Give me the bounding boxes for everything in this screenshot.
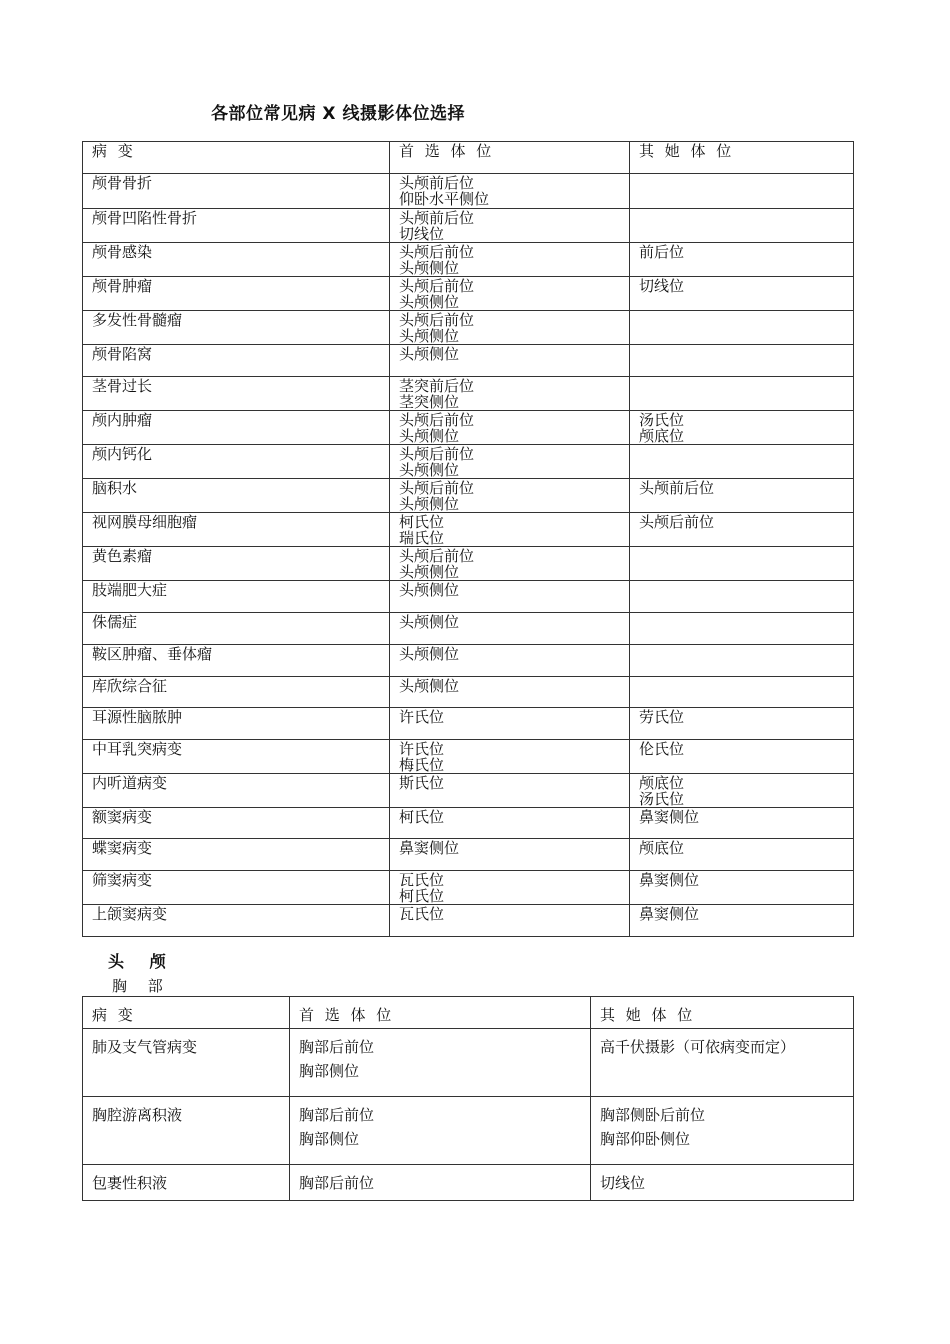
position-text: 胸部后前位: [299, 1038, 375, 1056]
table-row: [83, 445, 854, 479]
table-row: [83, 411, 854, 445]
position-text: 鼻窦侧位: [639, 905, 700, 923]
position-text: 胸部后前位: [299, 1106, 375, 1124]
primary-position-cell: [390, 708, 630, 740]
page-title: 各部位常见病 X 线摄影体位选择: [211, 104, 465, 124]
primary-position-cell: [390, 677, 630, 708]
position-text: 头颅后前位: [399, 547, 475, 565]
position-text: 头颅侧位: [399, 327, 460, 345]
position-text: 茎突侧位: [399, 393, 460, 411]
position-text: 头颅侧位: [399, 259, 460, 277]
lesion-cell: 脑积水: [83, 479, 390, 513]
primary-position-cell: [390, 311, 630, 345]
position-text: 头颅后前位: [399, 411, 475, 429]
table-row: [83, 839, 854, 871]
lesion-cell: 颅骨骨折: [83, 174, 390, 209]
table-row: [83, 277, 854, 311]
lesion-cell: 茎骨过长: [83, 377, 390, 411]
position-text: 许氏位: [399, 708, 445, 726]
position-text: 头颅侧位: [399, 677, 460, 695]
position-text: 前后位: [639, 243, 685, 261]
position-text: 胸部侧卧后前位: [600, 1106, 706, 1124]
table-row: [83, 613, 854, 645]
table-row: [83, 645, 854, 677]
column-header: 病 变: [83, 997, 290, 1029]
column-header: 其 她 体 位: [591, 997, 854, 1029]
position-text: 头颅后前位: [399, 445, 475, 463]
lesion-cell: 库欣综合征: [83, 677, 390, 708]
table-header-row: [83, 142, 854, 174]
lesion-cell: 颅内肿瘤: [83, 411, 390, 445]
other-position-cell: [630, 774, 854, 808]
other-position-cell: [630, 209, 854, 243]
position-text: 伦氏位: [639, 740, 685, 758]
primary-position-cell: [390, 277, 630, 311]
position-text: 胸部仰卧侧位: [600, 1130, 691, 1148]
other-position-cell: [630, 740, 854, 774]
primary-position-cell: [390, 871, 630, 905]
primary-position-cell: [390, 808, 630, 839]
position-text: 柯氏位: [399, 808, 445, 826]
other-position-cell: [630, 905, 854, 937]
position-text: 鼻窦侧位: [639, 871, 700, 889]
primary-position-cell: [390, 445, 630, 479]
position-text: 瓦氏位: [399, 871, 445, 889]
primary-position-cell: [390, 774, 630, 808]
other-position-cell: [630, 345, 854, 377]
other-position-cell: [630, 445, 854, 479]
other-position-cell: [591, 1165, 854, 1201]
lesion-cell: 颅骨凹陷性骨折: [83, 209, 390, 243]
table-row: [83, 243, 854, 277]
primary-position-cell: [390, 581, 630, 613]
lesion-cell: 肺及支气管病变: [83, 1029, 290, 1097]
position-text: 柯氏位: [399, 513, 445, 531]
position-text: 梅氏位: [399, 756, 445, 774]
lesion-cell: 侏儒症: [83, 613, 390, 645]
lesion-cell: 耳源性脑脓肿: [83, 708, 390, 740]
other-position-cell: [630, 581, 854, 613]
other-position-cell: [630, 377, 854, 411]
section-label-chest: 胸 部: [112, 977, 171, 995]
position-text: 胸部侧位: [299, 1130, 360, 1148]
table-row: [83, 209, 854, 243]
table-row: [83, 774, 854, 808]
other-position-cell: [630, 411, 854, 445]
lesion-cell: 颅骨感染: [83, 243, 390, 277]
table-row: [83, 345, 854, 377]
position-text: 切线位: [600, 1174, 646, 1192]
table-header-row: [83, 997, 854, 1029]
table-row: [83, 905, 854, 937]
table-row: [83, 1165, 854, 1201]
lesion-cell: 肢端肥大症: [83, 581, 390, 613]
other-position-cell: [630, 174, 854, 209]
table-row: [83, 547, 854, 581]
primary-position-cell: [390, 345, 630, 377]
lesion-cell: 颅内钙化: [83, 445, 390, 479]
position-text: 头颅前后位: [399, 174, 475, 192]
other-position-cell: [630, 513, 854, 547]
position-text: 头颅侧位: [399, 581, 460, 599]
lesion-cell: 包裹性积液: [83, 1165, 290, 1201]
other-position-cell: [630, 645, 854, 677]
position-text: 斯氏位: [399, 774, 445, 792]
position-text: 茎突前后位: [399, 377, 475, 395]
table-row: [83, 677, 854, 708]
column-header: 病 变: [83, 142, 390, 174]
lesion-cell: 黄色素瘤: [83, 547, 390, 581]
primary-position-cell: [390, 174, 630, 209]
position-text: 头颅侧位: [399, 345, 460, 363]
position-text: 切线位: [639, 277, 685, 295]
lesion-cell: 多发性骨髓瘤: [83, 311, 390, 345]
position-text: 胸部后前位: [299, 1174, 375, 1192]
other-position-cell: [630, 708, 854, 740]
table-row: [83, 1029, 854, 1097]
lesion-cell: 中耳乳突病变: [83, 740, 390, 774]
other-position-cell: [630, 808, 854, 839]
position-text: 头颅前后位: [399, 209, 475, 227]
primary-position-cell: [390, 243, 630, 277]
primary-position-cell: [390, 479, 630, 513]
other-position-cell: [591, 1097, 854, 1165]
position-text: 切线位: [399, 225, 445, 243]
position-text: 头颅后前位: [399, 311, 475, 329]
lesion-cell: 胸腔游离积液: [83, 1097, 290, 1165]
column-header: 首 选 体 位: [390, 142, 630, 174]
lesion-cell: 额窦病变: [83, 808, 390, 839]
position-text: 鼻窦侧位: [399, 839, 460, 857]
lesion-cell: 内听道病变: [83, 774, 390, 808]
primary-position-cell: [290, 1097, 591, 1165]
table-row: [83, 174, 854, 209]
primary-position-cell: [290, 1165, 591, 1201]
position-text: 头颅侧位: [399, 461, 460, 479]
position-text: 瓦氏位: [399, 905, 445, 923]
position-text: 头颅侧位: [399, 495, 460, 513]
table-row: [83, 513, 854, 547]
chest-positioning-table: [82, 996, 854, 1201]
other-position-cell: [630, 613, 854, 645]
lesion-cell: 鞍区肿瘤、垂体瘤: [83, 645, 390, 677]
position-text: 头颅侧位: [399, 293, 460, 311]
primary-position-cell: [390, 645, 630, 677]
other-position-cell: [630, 839, 854, 871]
table-row: [83, 1097, 854, 1165]
position-text: 头颅侧位: [399, 427, 460, 445]
position-text: 胸部侧位: [299, 1062, 360, 1080]
other-position-cell: [630, 677, 854, 708]
primary-position-cell: [390, 905, 630, 937]
position-text: 高千伏摄影（可依病变而定）: [600, 1038, 796, 1056]
position-text: 头颅前后位: [639, 479, 715, 497]
lesion-cell: 筛窦病变: [83, 871, 390, 905]
other-position-cell: [630, 311, 854, 345]
head-positioning-table: [82, 141, 854, 937]
position-text: 汤氏位: [639, 411, 685, 429]
primary-position-cell: [390, 613, 630, 645]
position-text: 颅底位: [639, 839, 685, 857]
table-row: [83, 311, 854, 345]
other-position-cell: [630, 243, 854, 277]
position-text: 头颅后前位: [639, 513, 715, 531]
position-text: 头颅后前位: [399, 277, 475, 295]
lesion-cell: 视网膜母细胞瘤: [83, 513, 390, 547]
table-row: [83, 377, 854, 411]
position-text: 头颅侧位: [399, 563, 460, 581]
other-position-cell: [591, 1029, 854, 1097]
other-position-cell: [630, 871, 854, 905]
lesion-cell: 颅骨陷窝: [83, 345, 390, 377]
table-row: [83, 808, 854, 839]
position-text: 汤氏位: [639, 790, 685, 808]
table-row: [83, 871, 854, 905]
primary-position-cell: [390, 209, 630, 243]
position-text: 柯氏位: [399, 887, 445, 905]
lesion-cell: 蝶窦病变: [83, 839, 390, 871]
position-text: 颅底位: [639, 774, 685, 792]
position-text: 许氏位: [399, 740, 445, 758]
lesion-cell: 上颌窦病变: [83, 905, 390, 937]
position-text: 头颅后前位: [399, 479, 475, 497]
table-row: [83, 479, 854, 513]
column-header: 其 她 体 位: [630, 142, 854, 174]
position-text: 头颅后前位: [399, 243, 475, 261]
primary-position-cell: [390, 377, 630, 411]
section-label-head: 头 颅: [108, 952, 176, 971]
primary-position-cell: [390, 411, 630, 445]
other-position-cell: [630, 547, 854, 581]
position-text: 鼻窦侧位: [639, 808, 700, 826]
lesion-cell: 颅骨肿瘤: [83, 277, 390, 311]
table-row: [83, 740, 854, 774]
column-header: 首 选 体 位: [290, 997, 591, 1029]
position-text: 仰卧水平侧位: [399, 190, 490, 208]
primary-position-cell: [290, 1029, 591, 1097]
primary-position-cell: [390, 547, 630, 581]
position-text: 劳氏位: [639, 708, 685, 726]
position-text: 瑞氏位: [399, 529, 445, 547]
primary-position-cell: [390, 513, 630, 547]
table-row: [83, 581, 854, 613]
position-text: 头颅侧位: [399, 645, 460, 663]
primary-position-cell: [390, 740, 630, 774]
primary-position-cell: [390, 839, 630, 871]
position-text: 头颅侧位: [399, 613, 460, 631]
other-position-cell: [630, 277, 854, 311]
table-row: [83, 708, 854, 740]
position-text: 颅底位: [639, 427, 685, 445]
other-position-cell: [630, 479, 854, 513]
